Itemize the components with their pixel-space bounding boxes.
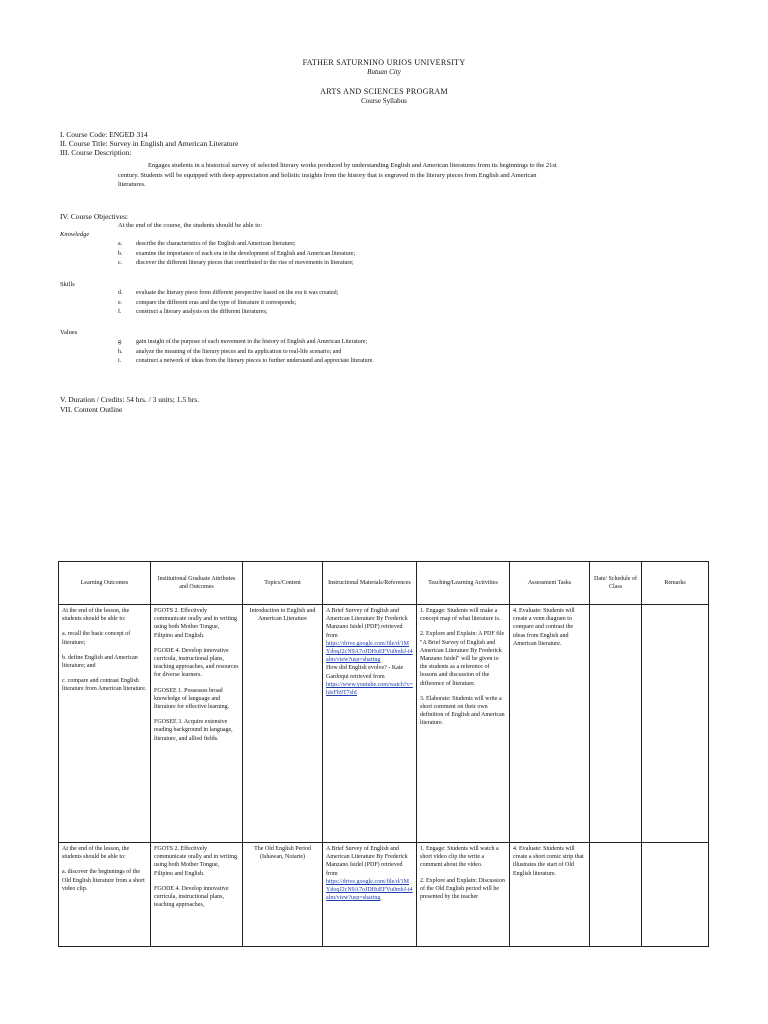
table-header-row	[59, 562, 709, 605]
university-city: Butuan City	[367, 68, 401, 76]
column-header: Instructional Materials/References	[323, 562, 417, 605]
activities-cell: 1. Engage: Students will make a concept map of what literature is. 2. Explore and Explain: A PDF file "A Brief Survey of English and American Literature By Frederick Manzano Isidel" will be given to the students as a reference of lessons and discussion of the difference of literature. 3. Elaborate: Students will write a short comment on their own definition of English and American literature.	[417, 605, 510, 843]
assessment-cell: 4. Evaluate: Students will create a venn diagram to compare and contrast the ideas from English and American literature.	[510, 605, 590, 843]
objective-list-values	[118, 338, 374, 367]
objective-group-label: Values	[60, 329, 78, 336]
learning-outcomes-cell: At the end of the lesson, the students should be able to: a. recall the basic concept of literature; b. define English and American literature; and c. compare and contrast English literature from American literature.	[59, 605, 151, 843]
column-header: Assessment Tasks	[510, 562, 590, 605]
remarks-cell	[642, 605, 709, 843]
objectives-intro: At the end of the course, the students should be able to:	[118, 222, 263, 229]
objective-item: f. construct a literary analysis on the different literatures;	[118, 309, 268, 316]
objective-item: g. gain insight of the purpose of each movement in the history of English and American Literature;	[118, 339, 368, 345]
column-header: Learning Outcomes	[59, 562, 151, 605]
objective-item: i. construct a network of ideas from the literary pieces to further understand and appreciate literature.	[118, 358, 374, 365]
course-description-line-2: century. Students will be equipped with deep appreciation and holistic insights from the history that is engraved in the literary pieces from English and American	[118, 172, 537, 179]
objective-group-label: Knowledge	[60, 231, 90, 238]
materials-cell: A Brief Survey of English and American Literature By Frederick Manzano Isidel (PDF) retrieved from https://drive.google.com/file/d/1MYdoqJ2cN9A7oJDHuEFVu0mbJ-t4alm/view?usp=sharing How did English evolve? - Kate Gardoqui retrieved from https://www.youtube.com/watch?v=hIeFb9T7shI	[323, 605, 417, 843]
content-outline-table	[58, 561, 709, 947]
schedule-cell	[590, 843, 642, 947]
objective-list-skills	[118, 289, 338, 318]
materials-link[interactable]: https://www.youtube.com/watch?v=hIeFb9T7shI	[326, 681, 413, 697]
table-row	[59, 843, 709, 947]
objective-item: b. examine the importance of each era in the development of English and American literature;	[118, 250, 356, 257]
document-type: Course Syllabus	[361, 97, 407, 105]
objective-item: c. discover the different literary pieces that contributed to the rise of movements in literature;	[118, 260, 354, 267]
course-description-heading: III. Course Description:	[60, 148, 132, 157]
activities-cell: 1. Engage: Students will watch a short video clip the write a comment about the video. 2. Explore and Explain: Discussion of the Old English period will be presented by the teacher	[417, 843, 510, 947]
learning-outcomes-cell: At the end of the lesson, the students should be able to: a. discover the beginnings of the Old English literature from a short video clip.	[59, 843, 151, 947]
objective-item: e. compare the different eras and the type of literature it corresponds;	[118, 299, 297, 306]
objective-list-knowledge	[118, 240, 355, 269]
objective-item: h. analyze the meaning of the literary pieces and its application to real-life scenario; and	[118, 348, 342, 355]
materials-link[interactable]: https://drive.google.com/file/d/1MYdoqJ2cN9A7oJDHuEFVu0mbJ-t4alm/view?usp=sharing	[326, 640, 413, 664]
column-header: Teaching/Learning Activities	[417, 562, 510, 605]
objectives-heading: IV. Course Objectives:	[60, 212, 128, 221]
materials-link[interactable]: https://drive.google.com/file/d/1MYdoqJ2cN9A7oJDHuEFVu0mbJ-t4alm/view?usp=sharing	[326, 878, 413, 902]
course-code: I. Course Code: ENGED 314	[60, 130, 148, 139]
remarks-cell	[642, 843, 709, 947]
course-title: II. Course Title: Survey in English and American Literature	[60, 139, 239, 148]
column-header: Institutional Graduate Attributes and Outcomes	[151, 562, 243, 605]
graduate-attributes-cell: FGOTS 2. Effectively communicate orally and in writing using both Mother Tongue, Filipino and English. FGODE 4. Develop innovative curricula, instructional plans, teaching approaches,	[151, 843, 243, 947]
column-header: Date/ Schedule of Class	[590, 562, 642, 605]
duration-credits: V. Duration / Credits: 54 hrs. / 3 units; 1.5 hrs.	[60, 395, 200, 404]
content-outline-heading: VII. Content Outline	[60, 405, 123, 414]
table-row	[59, 605, 709, 843]
objective-item: d. evaluate the literary piece from different perspective based on the era it was created;	[118, 290, 339, 296]
assessment-cell: 4. Evaluate: Students will create a short comic strip that illustrates the start of Old English literature.	[510, 843, 590, 947]
program-name: ARTS AND SCIENCES PROGRAM	[320, 87, 448, 96]
column-header: Topics/Content	[243, 562, 323, 605]
topic-cell: Introduction to English and American Literature	[243, 605, 323, 843]
schedule-cell	[590, 605, 642, 843]
materials-cell: A Brief Survey of English and American Literature By Frederick Manzano Isidel (PDF) retrieved from https://drive.google.com/file/d/1MYdoqJ2cN9A7oJDHuEFVu0mbJ-t4alm/view?usp=sharing	[323, 843, 417, 947]
university-name: FATHER SATURNINO URIOS UNIVERSITY	[302, 58, 466, 67]
course-description-line-3: literatures.	[118, 181, 146, 188]
objective-group-label: Skills	[60, 281, 75, 288]
column-header: Remarks	[642, 562, 709, 605]
objective-item: a. describe the characteristics of the English and American literature;	[118, 241, 296, 247]
graduate-attributes-cell: FGOTS 2. Effectively communicate orally and in writing using both Mother Tongue, Filipino and English. FGODE 4. Develop innovative curricula, instructional plans, teaching approaches, and resources for diverse learners. FGOSEE 1. Possesses broad knowledge of language and literature for effective learning. FGOSEE 3. Acquire extensive reading background in language, literature, and allied fields.	[151, 605, 243, 843]
course-description-line-1: Engages students in a historical survey of selected literary works produced by understanding English and American literatures from its beginnings to the 21st	[148, 162, 557, 169]
topic-cell: The Old English Period (Ishawan, Notarte)	[243, 843, 323, 947]
